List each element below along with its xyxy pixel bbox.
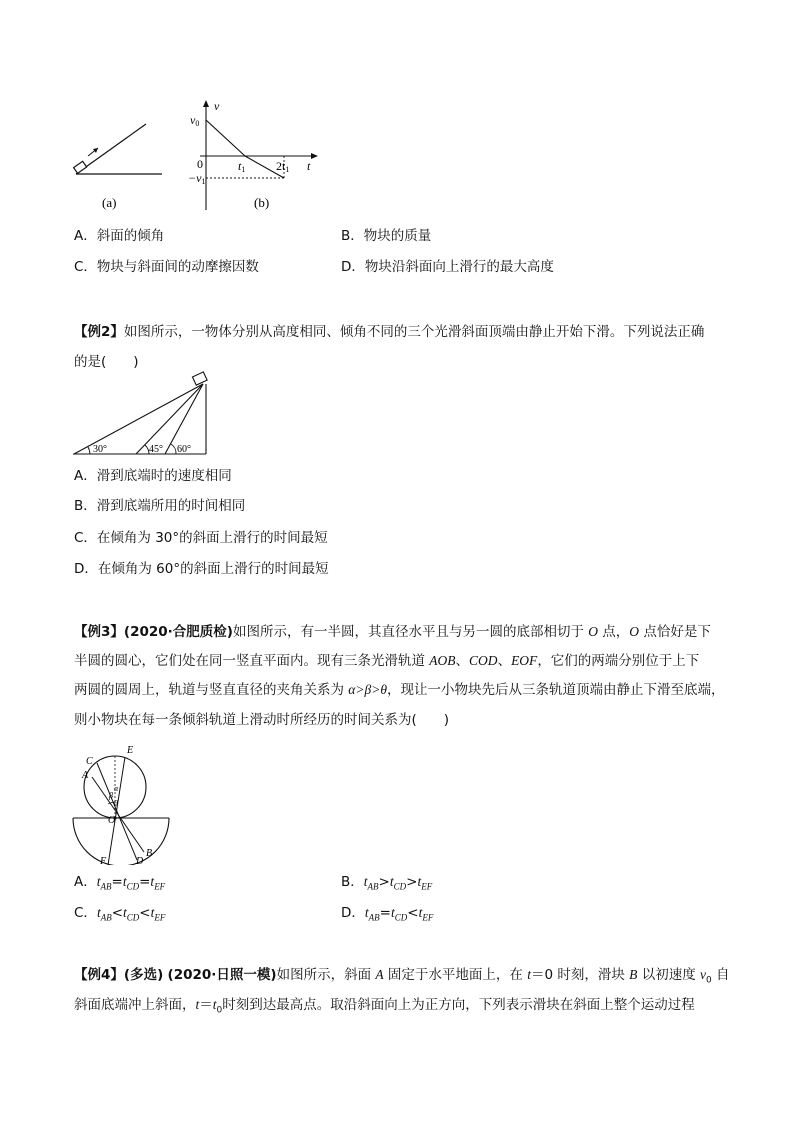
ex2-option-a: A．滑到底端时的速度相同 xyxy=(74,468,232,484)
ex3-question-line2 xyxy=(74,651,699,671)
ex2-arc-30 xyxy=(88,447,90,454)
ex3-point-o-2: O xyxy=(629,624,640,639)
ex4-multi: (多选) xyxy=(123,967,164,983)
ex3-text-3b: ，现让一小物块先后从三条轨道顶端由静止下滑至底端， xyxy=(386,682,725,698)
caption-a: (a) xyxy=(102,195,117,210)
ex3-label-c: C xyxy=(86,756,93,767)
label-neg-v1: −v1 xyxy=(188,171,206,186)
ex3-label-e: E xyxy=(127,745,134,756)
ex3-relation: α>β>θ xyxy=(348,682,387,697)
ex3-track-aob: AOB xyxy=(429,653,456,668)
ex3-option-b: B．$t_{AB}>t_{CD}>t_{EF}$ xyxy=(341,874,433,892)
ex3-circles-figure xyxy=(70,740,176,865)
ex3-track-cod: COD xyxy=(469,653,498,668)
figure-b-vt-graph xyxy=(186,98,326,218)
q1-option-a: A．斜面的倾角 xyxy=(74,228,165,244)
ex3-label-alpha: α xyxy=(114,784,119,793)
ex3-source: (2020·合肥质检) xyxy=(123,624,233,640)
ex2-text-1: 如图所示，一物体分别从高度相同、倾角不同的三个光滑斜面顶端由静止开始下滑。下列说法正确 xyxy=(123,324,705,340)
ex3-question-line1 xyxy=(74,622,711,642)
label-t: t xyxy=(307,159,311,173)
ex3-lower-semicircle xyxy=(73,818,169,865)
ex3-text-1b: 点， xyxy=(598,624,630,640)
ex3-text-1c: 点恰好是下 xyxy=(639,624,711,640)
ex3-label-o: O xyxy=(108,815,116,826)
ex2-label-30: 30° xyxy=(93,444,107,455)
label-v0: v0 xyxy=(190,113,200,128)
figure-a-incline xyxy=(66,118,166,218)
ex3-track-ef xyxy=(108,757,125,865)
ex3-label-f: F xyxy=(100,856,107,865)
label-origin: 0 xyxy=(197,157,203,171)
ex2-label-60: 60° xyxy=(177,444,191,455)
ex4-tag: 【例4】 xyxy=(74,967,124,983)
ex3-label-b: B xyxy=(146,848,153,859)
ex2-option-d: D．在倾角为 60°的斜面上滑行的时间最短 xyxy=(74,561,329,577)
ex2-label-45: 45° xyxy=(149,444,163,455)
ex3-text-3a: 两圆的圆周上，轨道与竖直直径的夹角关系为 xyxy=(74,682,349,698)
block xyxy=(74,161,87,173)
vt-line-up xyxy=(206,120,245,156)
ex3-text-2a: 半圆的圆心，它们处在同一竖直平面内。现有三条光滑轨道 xyxy=(74,653,430,669)
ex2-block xyxy=(192,372,207,385)
ex2-inclines-figure xyxy=(70,370,220,460)
caption-b: (b) xyxy=(254,195,270,210)
ex3-question-line3 xyxy=(74,680,724,700)
ex3-question-line4: 则小物块在每一条倾斜轨道上滑动时所经历的时间关系为( ) xyxy=(74,712,450,728)
ex3-track-cd xyxy=(97,763,137,860)
label-2t1: 2t1 xyxy=(276,159,290,174)
ex2-arc-60 xyxy=(171,444,176,454)
ex3-option-d: D．$t_{AB}=t_{CD}<t_{EF}$ xyxy=(341,905,434,923)
label-v: v xyxy=(214,99,220,113)
ex3-track-eof: EOF xyxy=(511,653,538,668)
q1-option-d: D．物块沿斜面向上滑行的最大高度 xyxy=(341,259,554,275)
ex3-option-c: C．$t_{AB}<t_{CD}<t_{EF}$ xyxy=(74,905,166,923)
ex3-label-theta: θ xyxy=(114,799,118,808)
ex3-text-1a: 如图所示，有一半圆，其直径水平且与另一圆的底部相切于 xyxy=(232,624,589,640)
ex3-sep-1: 、 xyxy=(455,653,470,669)
t-axis-arrow xyxy=(311,153,318,159)
ex2-question-line1 xyxy=(74,322,704,342)
ex2-option-b: B．滑到底端所用的时间相同 xyxy=(74,498,246,514)
ex3-sep-2: 、 xyxy=(497,653,512,669)
ex2-incline-45 xyxy=(136,384,203,454)
q1-option-c: C．物块与斜面间的动摩擦因数 xyxy=(74,259,259,275)
ex3-tag: 【例3】 xyxy=(74,624,124,640)
ex3-point-o-1: O xyxy=(588,624,598,639)
label-t1: t1 xyxy=(238,159,246,174)
ex3-label-beta: β xyxy=(109,791,113,800)
v-axis-arrow xyxy=(203,100,209,107)
ex2-tag: 【例2】 xyxy=(74,324,124,340)
arrow-head xyxy=(93,148,98,153)
ex4-question-line1: 【例4】(多选) (2020·日照一模)如图所示，斜面 A 固定于水平地面上，在 t＝0 时刻，滑块 B 以初速度 $v_0$ 自 xyxy=(74,967,730,986)
ex4-question-line2: 斜面底端冲上斜面，$t=t_0$时刻到达最高点。取沿斜面向上为正方向，下列表示滑块在斜面上整个运动过程 xyxy=(74,997,695,1016)
q1-option-b: B．物块的质量 xyxy=(341,228,432,244)
ex2-question-line2: 的是( ) xyxy=(74,354,139,370)
ex4-source: (2020·日照一模) xyxy=(167,967,277,983)
ex3-option-a: A．$t_{AB}=t_{CD}=t_{EF}$ xyxy=(74,874,166,892)
ex2-option-c: C．在倾角为 30°的斜面上滑行的时间最短 xyxy=(74,530,328,546)
ex3-text-2b: ，它们的两端分别位于上下 xyxy=(537,653,700,669)
ex3-label-a: A xyxy=(82,770,89,781)
ex3-label-d: D xyxy=(136,856,144,865)
